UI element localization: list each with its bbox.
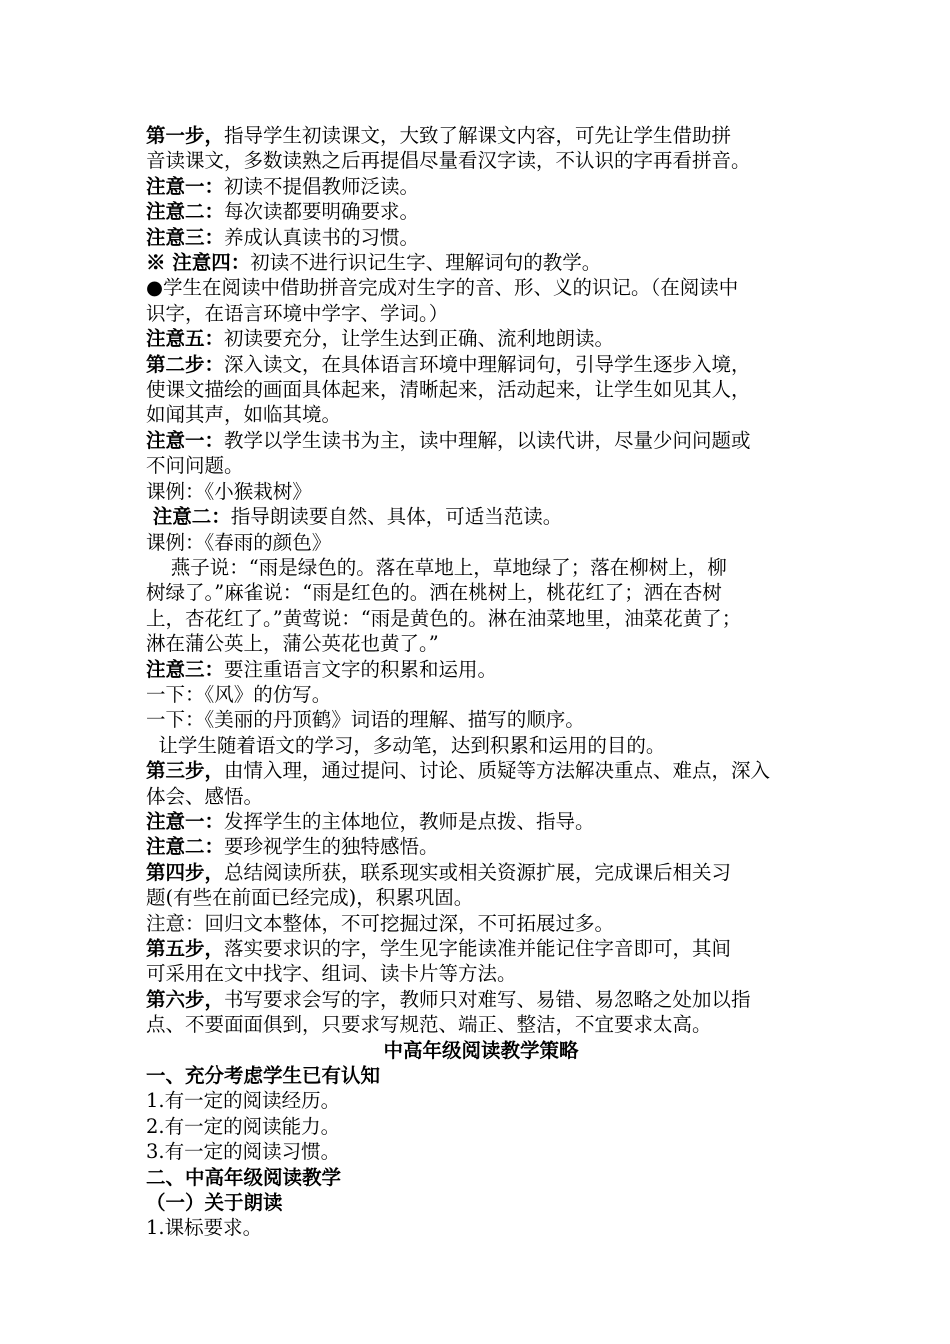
text-line [146, 250, 816, 275]
bold-label: 第一步， [146, 124, 225, 147]
text-line [146, 834, 816, 859]
text-line [146, 606, 816, 631]
line-text: 不问问题。 [146, 454, 244, 478]
text-line [146, 402, 816, 427]
text-line [146, 479, 816, 504]
line-text: 指导学生初读课文，大致了解课文内容，可先让学生借助拼 [224, 124, 732, 147]
text-line [146, 987, 816, 1012]
line-text: 点、不要面面俱到，只要求写规范、端正、整洁，不宜要求太高。 [146, 1013, 712, 1037]
line-text: 上，杏花红了。”黄莺说：“雨是黄色的。淋在油菜地里，油菜花黄了； [146, 606, 742, 630]
line-text: 由情入理，通过提问、讨论、质疑等方法解决重点、难点，深入 [224, 759, 771, 783]
line-text: 每次读都要明确要求。 [224, 200, 420, 224]
line-text: 音读课文，多数读熟之后再提倡尽量看汉字读，不认识的字再看拼音。 [146, 149, 751, 173]
text-line [146, 707, 816, 732]
text-line [146, 428, 816, 453]
line-text: 书写要求会写的字，教师只对难写、易错、易忽略之处加以指 [224, 987, 751, 1011]
bold-label: 注意一： [146, 174, 225, 198]
text-line [146, 758, 816, 783]
line-text: 初读不提倡教师泛读。 [224, 174, 420, 198]
text-line [146, 301, 816, 326]
text-line [146, 784, 816, 809]
bold-label: 注意二： [146, 835, 225, 859]
line-text: 深入读文，在具体语言环境中理解词句，引导学生逐步入境， [224, 352, 751, 376]
line-text: 一下：《美丽的丹顶鹤》词语的理解、描写的顺序。 [146, 708, 585, 732]
line-text: 识字，在语言环境中学字、学词。） [146, 301, 449, 325]
line-text: 题(有些在前面已经完成)，积累巩固。 [146, 886, 474, 910]
bold-label: 注意一： [146, 809, 225, 833]
text-line [146, 631, 816, 656]
text-line [146, 352, 816, 377]
bold-label: 注意一： [146, 428, 225, 452]
line-text: 使课文描绘的画面具体起来，清晰起来，活动起来，让学生如见其人， [146, 378, 751, 402]
text-line [146, 148, 816, 173]
heading-3: （一）关于朗读 [146, 1191, 283, 1215]
line-text: 一下：《风》的仿写。 [146, 682, 332, 706]
line-text: 注意：回归文本整体，不可挖掘过深，不可拓展过多。 [146, 911, 615, 935]
line-text: 指导朗读要自然、具体，可适当范读。 [230, 505, 563, 529]
line-text: 燕子说：“雨是绿色的。落在草地上，草地绿了；落在柳树上，柳 [146, 555, 727, 579]
line-text: ●学生在阅读中借助拼音完成对生字的音、形、义的识记。（在阅读中 [146, 276, 739, 300]
line-text: 教学以学生读书为主，读中理解，以读代讲，尽量少问问题或 [224, 428, 751, 452]
bold-label: 注意三： [146, 657, 225, 681]
section-title: 中高年级阅读教学策略 [383, 1038, 579, 1062]
line-text: 淋在蒲公英上，蒲公英花也黄了。” [146, 632, 439, 656]
line-text: 树绿了。”麻雀说：“雨是红色的。洒在桃树上，桃花红了；洒在杏树 [146, 581, 722, 605]
list-item: 1.有一定的阅读经历。 [146, 1089, 341, 1113]
line-text: 养成认真读书的习惯。 [224, 225, 420, 249]
list-item: 1.课标要求。 [146, 1216, 263, 1240]
text-line [146, 555, 816, 580]
heading-2: 二、中高年级阅读教学 [146, 1165, 342, 1189]
bold-label: ※ 注意四： [146, 251, 251, 275]
text-line [146, 123, 816, 148]
list-item: 2.有一定的阅读能力。 [146, 1114, 341, 1138]
text-line [146, 453, 816, 478]
bold-label: 注意五： [146, 327, 225, 351]
line-text: 体会、感悟。 [146, 784, 264, 808]
bold-label: 第二步： [146, 352, 225, 376]
line-text: 初读要充分，让学生达到正确、流利地朗读。 [224, 327, 615, 351]
text-line [146, 860, 816, 885]
text-line [146, 961, 816, 986]
line-text: 可采用在文中找字、组词、读卡片等方法。 [146, 962, 517, 986]
text-line [146, 885, 816, 910]
paragraph-lines [146, 123, 816, 1038]
text-line [146, 809, 816, 834]
line-text: 要注重语言文字的积累和运用。 [224, 657, 498, 681]
line-text: 发挥学生的主体地位，教师是点拨、指导。 [224, 809, 595, 833]
line-text: 如闻其声，如临其境。 [146, 403, 342, 427]
bold-label: 注意二： [146, 200, 225, 224]
bold-label: 第六步， [146, 987, 225, 1011]
text-line [146, 530, 816, 555]
text-line [146, 504, 816, 529]
text-line [146, 682, 816, 707]
text-line [146, 275, 816, 300]
text-line [146, 377, 816, 402]
line-text: 初读不进行识记生字、理解词句的教学。 [250, 251, 602, 275]
bold-label: 注意二： [146, 505, 231, 529]
list-item: 3.有一定的阅读习惯。 [146, 1140, 341, 1164]
bold-label: 第四步， [146, 860, 225, 884]
heading-1: 一、充分考虑学生已有认知 [146, 1064, 381, 1088]
text-line [146, 733, 816, 758]
text-line [146, 1012, 816, 1037]
line-text: 课例：《小猴栽树》 [146, 479, 312, 503]
line-text: 总结阅读所获，联系现实或相关资源扩展，完成课后相关习 [224, 860, 732, 884]
text-line [146, 936, 816, 961]
line-text: 要珍视学生的独特感悟。 [224, 835, 439, 859]
line-text: 让学生随着语文的学习，多动笔，达到积累和运用的目的。 [146, 733, 666, 757]
text-line [146, 174, 816, 199]
bold-label: 第三步， [146, 759, 225, 783]
text-line [146, 911, 816, 936]
bold-label: 注意三： [146, 225, 225, 249]
text-line [146, 580, 816, 605]
text-line [146, 326, 816, 351]
text-line [146, 657, 816, 682]
bold-label: 第五步， [146, 937, 225, 960]
line-text: 落实要求识的字，学生见字能读准并能记住字音即可，其间 [224, 937, 732, 960]
line-text: 课例：《春雨的颜色》 [146, 530, 332, 554]
text-line [146, 225, 816, 250]
text-line [146, 199, 816, 224]
document-body [146, 123, 816, 1241]
